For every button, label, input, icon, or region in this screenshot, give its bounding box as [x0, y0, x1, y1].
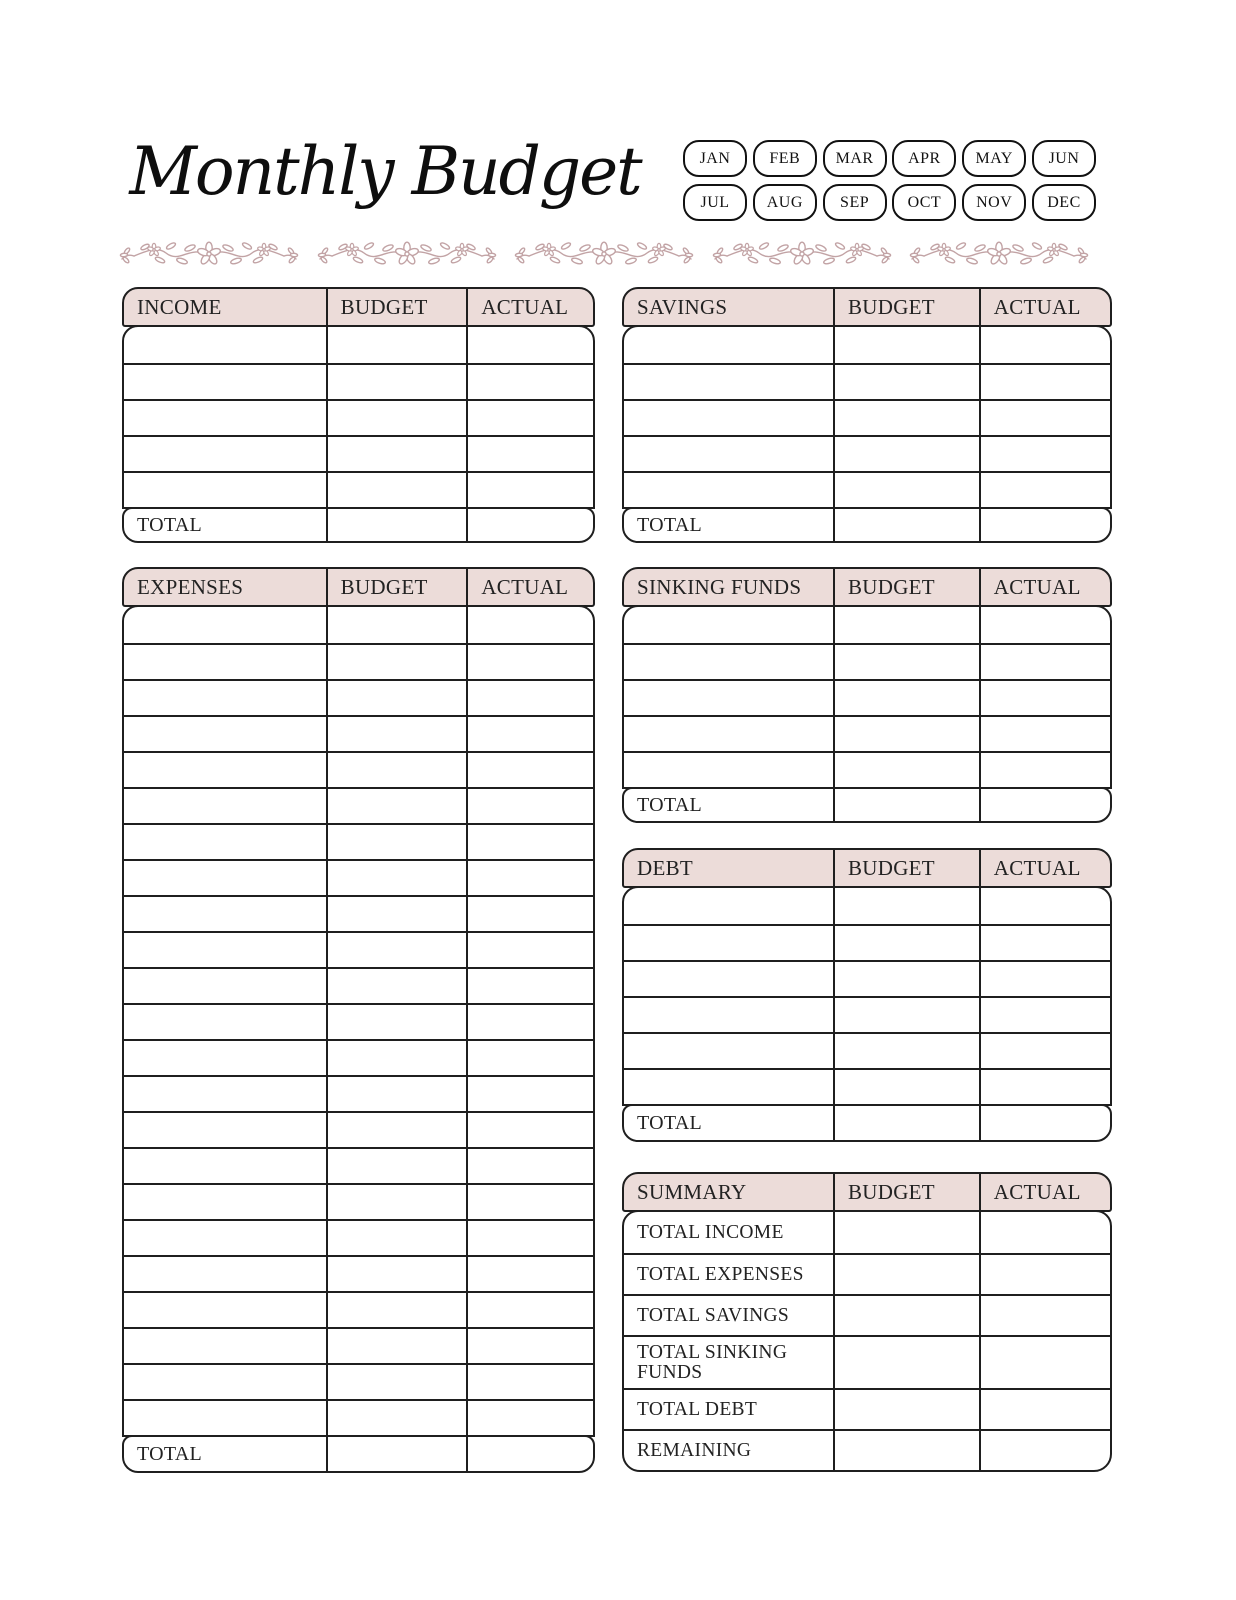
month-pill-apr[interactable]: APR	[892, 140, 956, 177]
debt-budget-cell[interactable]	[833, 888, 979, 924]
summary-label-total-debt: TOTAL DEBT	[637, 1398, 758, 1420]
summary-row-total-expenses	[624, 1253, 1110, 1294]
sinking-funds-budget-cell[interactable]	[833, 681, 979, 715]
savings-actual-col: ACTUAL	[979, 289, 1110, 325]
expenses-actual-cell[interactable]	[466, 789, 593, 823]
summary-total-income-budget-cell[interactable]	[833, 1212, 979, 1253]
savings-row	[624, 399, 1110, 435]
debt-item-cell[interactable]	[624, 926, 833, 960]
sinking-funds-item-cell[interactable]	[624, 717, 833, 751]
expenses-row	[124, 751, 593, 787]
summary-row-total-sinking-funds	[624, 1335, 1110, 1388]
expenses-actual-col: ACTUAL	[466, 569, 593, 605]
debt-item-cell[interactable]	[624, 962, 833, 996]
month-pill-aug[interactable]: AUG	[753, 184, 817, 221]
expenses-budget-cell[interactable]	[326, 1005, 467, 1039]
income-actual-col: ACTUAL	[466, 289, 593, 325]
income-actual-cell[interactable]	[466, 401, 593, 435]
sinking-funds-budget-cell[interactable]	[833, 753, 979, 787]
debt-row	[624, 924, 1110, 960]
debt-budget-cell[interactable]	[833, 1034, 979, 1068]
expenses-budget-col: BUDGET	[326, 569, 467, 605]
sinking-funds-budget-col: BUDGET	[833, 569, 979, 605]
month-pill-may[interactable]: MAY	[962, 140, 1026, 177]
income-actual-cell[interactable]	[466, 473, 593, 507]
debt-item-cell[interactable]	[624, 1070, 833, 1104]
expenses-table	[122, 567, 595, 1473]
expenses-item-cell[interactable]	[124, 753, 326, 787]
debt-row	[624, 996, 1110, 1032]
savings-actual-cell[interactable]	[979, 365, 1110, 399]
income-budget-cell[interactable]	[326, 473, 467, 507]
expenses-budget-cell[interactable]	[326, 1221, 467, 1255]
expenses-actual-cell[interactable]	[466, 1221, 593, 1255]
debt-budget-cell[interactable]	[833, 998, 979, 1032]
summary-row-remaining	[624, 1429, 1110, 1470]
expenses-budget-cell[interactable]	[326, 717, 467, 751]
expenses-row	[124, 1219, 593, 1255]
expenses-item-cell[interactable]	[124, 645, 326, 679]
expenses-budget-cell[interactable]	[326, 1365, 467, 1399]
summary-total-savings-actual-cell[interactable]	[979, 1296, 1110, 1335]
debt-budget-cell[interactable]	[833, 1070, 979, 1104]
expenses-item-cell[interactable]	[124, 1005, 326, 1039]
expenses-actual-cell[interactable]	[466, 1041, 593, 1075]
expenses-budget-cell[interactable]	[326, 607, 467, 643]
savings-item-cell[interactable]	[624, 473, 833, 507]
expenses-body	[122, 605, 595, 1437]
month-pill-jun[interactable]: JUN	[1032, 140, 1096, 177]
debt-total-actual-cell[interactable]	[979, 1106, 1110, 1140]
expenses-row	[124, 931, 593, 967]
expenses-row	[124, 823, 593, 859]
sinking-funds-row	[624, 679, 1110, 715]
savings-budget-col: BUDGET	[833, 289, 979, 325]
income-item-cell[interactable]	[124, 365, 326, 399]
income-row	[124, 435, 593, 471]
expenses-item-cell[interactable]	[124, 1401, 326, 1435]
debt-actual-col: ACTUAL	[979, 850, 1110, 886]
expenses-row	[124, 895, 593, 931]
expenses-budget-cell[interactable]	[326, 753, 467, 787]
summary-total-sinking-funds-actual-cell[interactable]	[979, 1337, 1110, 1388]
floral-motif-icon	[118, 237, 300, 271]
debt-total-label: TOTAL	[637, 1111, 703, 1134]
debt-table	[622, 848, 1112, 1142]
income-actual-cell[interactable]	[466, 365, 593, 399]
income-actual-cell[interactable]	[466, 437, 593, 471]
savings-actual-cell[interactable]	[979, 473, 1110, 507]
expenses-row	[124, 1039, 593, 1075]
summary-budget-col: BUDGET	[833, 1174, 979, 1210]
sinking-funds-actual-col: ACTUAL	[979, 569, 1110, 605]
debt-header	[622, 848, 1112, 888]
expenses-budget-cell[interactable]	[326, 1401, 467, 1435]
expenses-row	[124, 715, 593, 751]
summary-label-total-sinking-funds: TOTAL SINKING FUNDS	[637, 1341, 788, 1383]
sinking-funds-item-cell[interactable]	[624, 753, 833, 787]
savings-title: SAVINGS	[637, 294, 728, 319]
savings-total-label: TOTAL	[637, 513, 703, 536]
summary-total-debt-actual-cell[interactable]	[979, 1390, 1110, 1429]
expenses-actual-cell[interactable]	[466, 607, 593, 643]
income-title: INCOME	[137, 294, 222, 319]
expenses-actual-cell[interactable]	[466, 897, 593, 931]
debt-actual-cell[interactable]	[979, 962, 1110, 996]
month-pill-jul[interactable]: JUL	[683, 184, 747, 221]
savings-row	[624, 435, 1110, 471]
income-header	[122, 287, 595, 327]
expenses-item-cell[interactable]	[124, 1149, 326, 1183]
expenses-item-cell[interactable]	[124, 1077, 326, 1111]
floral-motif-icon	[711, 237, 893, 271]
month-selector	[683, 140, 1096, 228]
summary-row-total-savings	[624, 1294, 1110, 1335]
expenses-row	[124, 1255, 593, 1291]
expenses-item-cell[interactable]	[124, 1221, 326, 1255]
savings-total-budget-cell[interactable]	[833, 509, 979, 541]
expenses-row	[124, 1183, 593, 1219]
expenses-budget-cell[interactable]	[326, 933, 467, 967]
income-total-actual-cell[interactable]	[466, 509, 593, 541]
savings-item-cell[interactable]	[624, 327, 833, 363]
expenses-row	[124, 859, 593, 895]
month-pill-jan[interactable]: JAN	[683, 140, 747, 177]
savings-actual-cell[interactable]	[979, 401, 1110, 435]
savings-item-cell[interactable]	[624, 365, 833, 399]
summary-label-total-income: TOTAL INCOME	[637, 1221, 784, 1243]
sinking-funds-budget-cell[interactable]	[833, 607, 979, 643]
savings-table	[622, 287, 1112, 543]
sinking-funds-row	[624, 751, 1110, 787]
savings-total-actual-cell[interactable]	[979, 509, 1110, 541]
expenses-actual-cell[interactable]	[466, 861, 593, 895]
sinking-funds-actual-cell[interactable]	[979, 681, 1110, 715]
savings-item-cell[interactable]	[624, 401, 833, 435]
debt-actual-cell[interactable]	[979, 926, 1110, 960]
sinking-funds-budget-cell[interactable]	[833, 645, 979, 679]
sinking-funds-actual-cell[interactable]	[979, 607, 1110, 643]
expenses-row	[124, 1147, 593, 1183]
income-total-budget-cell[interactable]	[326, 509, 467, 541]
expenses-budget-cell[interactable]	[326, 645, 467, 679]
sinking-funds-row	[624, 715, 1110, 751]
debt-actual-cell[interactable]	[979, 888, 1110, 924]
savings-header	[622, 287, 1112, 327]
expenses-actual-cell[interactable]	[466, 1005, 593, 1039]
expenses-row	[124, 1291, 593, 1327]
expenses-item-cell[interactable]	[124, 1365, 326, 1399]
income-total-label: TOTAL	[137, 513, 203, 536]
sinking-funds-budget-cell[interactable]	[833, 717, 979, 751]
debt-actual-cell[interactable]	[979, 1070, 1110, 1104]
expenses-row	[124, 1363, 593, 1399]
sinking-funds-total-label: TOTAL	[637, 793, 703, 816]
sinking-funds-table	[622, 567, 1112, 823]
debt-title: DEBT	[637, 855, 694, 880]
summary-row-total-income	[624, 1212, 1110, 1253]
expenses-item-cell[interactable]	[124, 717, 326, 751]
expenses-actual-cell[interactable]	[466, 753, 593, 787]
expenses-actual-cell[interactable]	[466, 1149, 593, 1183]
expenses-budget-cell[interactable]	[326, 1041, 467, 1075]
expenses-budget-cell[interactable]	[326, 897, 467, 931]
summary-header	[622, 1172, 1112, 1212]
income-budget-cell[interactable]	[326, 365, 467, 399]
floral-motif-icon	[316, 237, 498, 271]
expenses-budget-cell[interactable]	[326, 789, 467, 823]
expenses-budget-cell[interactable]	[326, 1149, 467, 1183]
expenses-title: EXPENSES	[137, 574, 244, 599]
floral-divider	[118, 236, 1090, 272]
debt-actual-cell[interactable]	[979, 1034, 1110, 1068]
summary-total-debt-budget-cell[interactable]	[833, 1390, 979, 1429]
sinking-funds-header	[622, 567, 1112, 607]
expenses-item-cell[interactable]	[124, 1257, 326, 1291]
sinking-funds-total-actual-cell[interactable]	[979, 789, 1110, 821]
sinking-funds-item-cell[interactable]	[624, 607, 833, 643]
debt-item-cell[interactable]	[624, 1034, 833, 1068]
debt-body	[622, 886, 1112, 1106]
summary-label-total-expenses: TOTAL EXPENSES	[637, 1263, 804, 1285]
expenses-item-cell[interactable]	[124, 897, 326, 931]
savings-row	[624, 363, 1110, 399]
debt-row	[624, 1032, 1110, 1068]
income-budget-cell[interactable]	[326, 327, 467, 363]
debt-budget-cell[interactable]	[833, 926, 979, 960]
expenses-actual-cell[interactable]	[466, 681, 593, 715]
income-item-cell[interactable]	[124, 401, 326, 435]
sinking-funds-total-budget-cell[interactable]	[833, 789, 979, 821]
expenses-budget-cell[interactable]	[326, 1293, 467, 1327]
savings-item-cell[interactable]	[624, 437, 833, 471]
floral-motif-icon	[908, 237, 1090, 271]
summary-table	[622, 1172, 1112, 1472]
expenses-actual-cell[interactable]	[466, 645, 593, 679]
income-item-cell[interactable]	[124, 473, 326, 507]
expenses-actual-cell[interactable]	[466, 933, 593, 967]
savings-row	[624, 327, 1110, 363]
expenses-row	[124, 1399, 593, 1435]
expenses-budget-cell[interactable]	[326, 1113, 467, 1147]
month-pill-dec[interactable]: DEC	[1032, 184, 1096, 221]
income-item-cell[interactable]	[124, 327, 326, 363]
expenses-row	[124, 643, 593, 679]
expenses-actual-cell[interactable]	[466, 1329, 593, 1363]
debt-budget-cell[interactable]	[833, 962, 979, 996]
expenses-item-cell[interactable]	[124, 681, 326, 715]
sinking-funds-actual-cell[interactable]	[979, 717, 1110, 751]
expenses-item-cell[interactable]	[124, 1041, 326, 1075]
savings-actual-cell[interactable]	[979, 437, 1110, 471]
expenses-row	[124, 1003, 593, 1039]
summary-row-total-debt	[624, 1388, 1110, 1429]
expenses-budget-cell[interactable]	[326, 1329, 467, 1363]
income-budget-col: BUDGET	[326, 289, 467, 325]
income-budget-cell[interactable]	[326, 401, 467, 435]
month-row-2	[683, 184, 1096, 221]
summary-actual-col: ACTUAL	[979, 1174, 1110, 1210]
savings-budget-cell[interactable]	[833, 365, 979, 399]
debt-item-cell[interactable]	[624, 888, 833, 924]
summary-title: SUMMARY	[637, 1179, 747, 1204]
savings-actual-cell[interactable]	[979, 327, 1110, 363]
income-row	[124, 327, 593, 363]
expenses-total-actual-cell[interactable]	[466, 1437, 593, 1471]
summary-total-savings-budget-cell[interactable]	[833, 1296, 979, 1335]
sinking-funds-actual-cell[interactable]	[979, 753, 1110, 787]
expenses-budget-cell[interactable]	[326, 825, 467, 859]
expenses-item-cell[interactable]	[124, 969, 326, 1003]
expenses-budget-cell[interactable]	[326, 1185, 467, 1219]
summary-label-total-savings: TOTAL SAVINGS	[637, 1304, 790, 1326]
income-total-row	[122, 507, 595, 543]
expenses-item-cell[interactable]	[124, 1185, 326, 1219]
expenses-row	[124, 607, 593, 643]
sinking-funds-row	[624, 643, 1110, 679]
income-item-cell[interactable]	[124, 437, 326, 471]
expenses-item-cell[interactable]	[124, 1293, 326, 1327]
savings-body	[622, 325, 1112, 509]
expenses-row	[124, 679, 593, 715]
expenses-item-cell[interactable]	[124, 933, 326, 967]
expenses-total-row	[122, 1435, 595, 1473]
expenses-item-cell[interactable]	[124, 861, 326, 895]
debt-item-cell[interactable]	[624, 998, 833, 1032]
month-pill-feb[interactable]: FEB	[753, 140, 817, 177]
expenses-item-cell[interactable]	[124, 1329, 326, 1363]
income-actual-cell[interactable]	[466, 327, 593, 363]
debt-total-row	[622, 1104, 1112, 1142]
savings-budget-cell[interactable]	[833, 473, 979, 507]
expenses-budget-cell[interactable]	[326, 969, 467, 1003]
expenses-total-label: TOTAL	[137, 1442, 203, 1465]
month-row-1	[683, 140, 1096, 177]
debt-row	[624, 888, 1110, 924]
month-pill-mar[interactable]: MAR	[823, 140, 887, 177]
summary-label-remaining: REMAINING	[637, 1439, 752, 1461]
debt-row	[624, 960, 1110, 996]
sinking-funds-total-row	[622, 787, 1112, 823]
summary-total-expenses-actual-cell[interactable]	[979, 1255, 1110, 1294]
expenses-actual-cell[interactable]	[466, 1257, 593, 1291]
income-row	[124, 471, 593, 507]
month-pill-nov[interactable]: NOV	[962, 184, 1026, 221]
expenses-row	[124, 1111, 593, 1147]
income-body	[122, 325, 595, 509]
income-table	[122, 287, 595, 543]
sinking-funds-row	[624, 607, 1110, 643]
expenses-actual-cell[interactable]	[466, 717, 593, 751]
debt-budget-col: BUDGET	[833, 850, 979, 886]
debt-row	[624, 1068, 1110, 1104]
sinking-funds-actual-cell[interactable]	[979, 645, 1110, 679]
expenses-total-budget-cell[interactable]	[326, 1437, 467, 1471]
month-pill-oct[interactable]: OCT	[892, 184, 956, 221]
expenses-item-cell[interactable]	[124, 607, 326, 643]
sinking-funds-title: SINKING FUNDS	[637, 574, 802, 599]
sinking-funds-item-cell[interactable]	[624, 645, 833, 679]
expenses-item-cell[interactable]	[124, 789, 326, 823]
expenses-budget-cell[interactable]	[326, 681, 467, 715]
debt-total-budget-cell[interactable]	[833, 1106, 979, 1140]
income-row	[124, 399, 593, 435]
debt-actual-cell[interactable]	[979, 998, 1110, 1032]
savings-total-row	[622, 507, 1112, 543]
sinking-funds-body	[622, 605, 1112, 789]
savings-budget-cell[interactable]	[833, 401, 979, 435]
income-budget-cell[interactable]	[326, 437, 467, 471]
savings-budget-cell[interactable]	[833, 437, 979, 471]
sinking-funds-item-cell[interactable]	[624, 681, 833, 715]
expenses-row	[124, 1075, 593, 1111]
income-row	[124, 363, 593, 399]
summary-total-sinking-funds-budget-cell[interactable]	[833, 1337, 979, 1388]
page-title: Monthly Budget	[129, 132, 641, 210]
summary-body	[622, 1210, 1112, 1472]
expenses-actual-cell[interactable]	[466, 1365, 593, 1399]
expenses-actual-cell[interactable]	[466, 1293, 593, 1327]
summary-remaining-actual-cell[interactable]	[979, 1431, 1110, 1470]
summary-total-expenses-budget-cell[interactable]	[833, 1255, 979, 1294]
expenses-actual-cell[interactable]	[466, 1113, 593, 1147]
expenses-actual-cell[interactable]	[466, 1401, 593, 1435]
expenses-row	[124, 967, 593, 1003]
expenses-item-cell[interactable]	[124, 1113, 326, 1147]
expenses-row	[124, 787, 593, 823]
floral-motif-icon	[513, 237, 695, 271]
expenses-row	[124, 1327, 593, 1363]
expenses-actual-cell[interactable]	[466, 1185, 593, 1219]
savings-budget-cell[interactable]	[833, 327, 979, 363]
expenses-actual-cell[interactable]	[466, 825, 593, 859]
expenses-item-cell[interactable]	[124, 825, 326, 859]
expenses-budget-cell[interactable]	[326, 1077, 467, 1111]
savings-row	[624, 471, 1110, 507]
expenses-budget-cell[interactable]	[326, 861, 467, 895]
month-pill-sep[interactable]: SEP	[823, 184, 887, 221]
expenses-actual-cell[interactable]	[466, 969, 593, 1003]
expenses-budget-cell[interactable]	[326, 1257, 467, 1291]
summary-total-income-actual-cell[interactable]	[979, 1212, 1110, 1253]
expenses-actual-cell[interactable]	[466, 1077, 593, 1111]
summary-remaining-budget-cell[interactable]	[833, 1431, 979, 1470]
expenses-header	[122, 567, 595, 607]
